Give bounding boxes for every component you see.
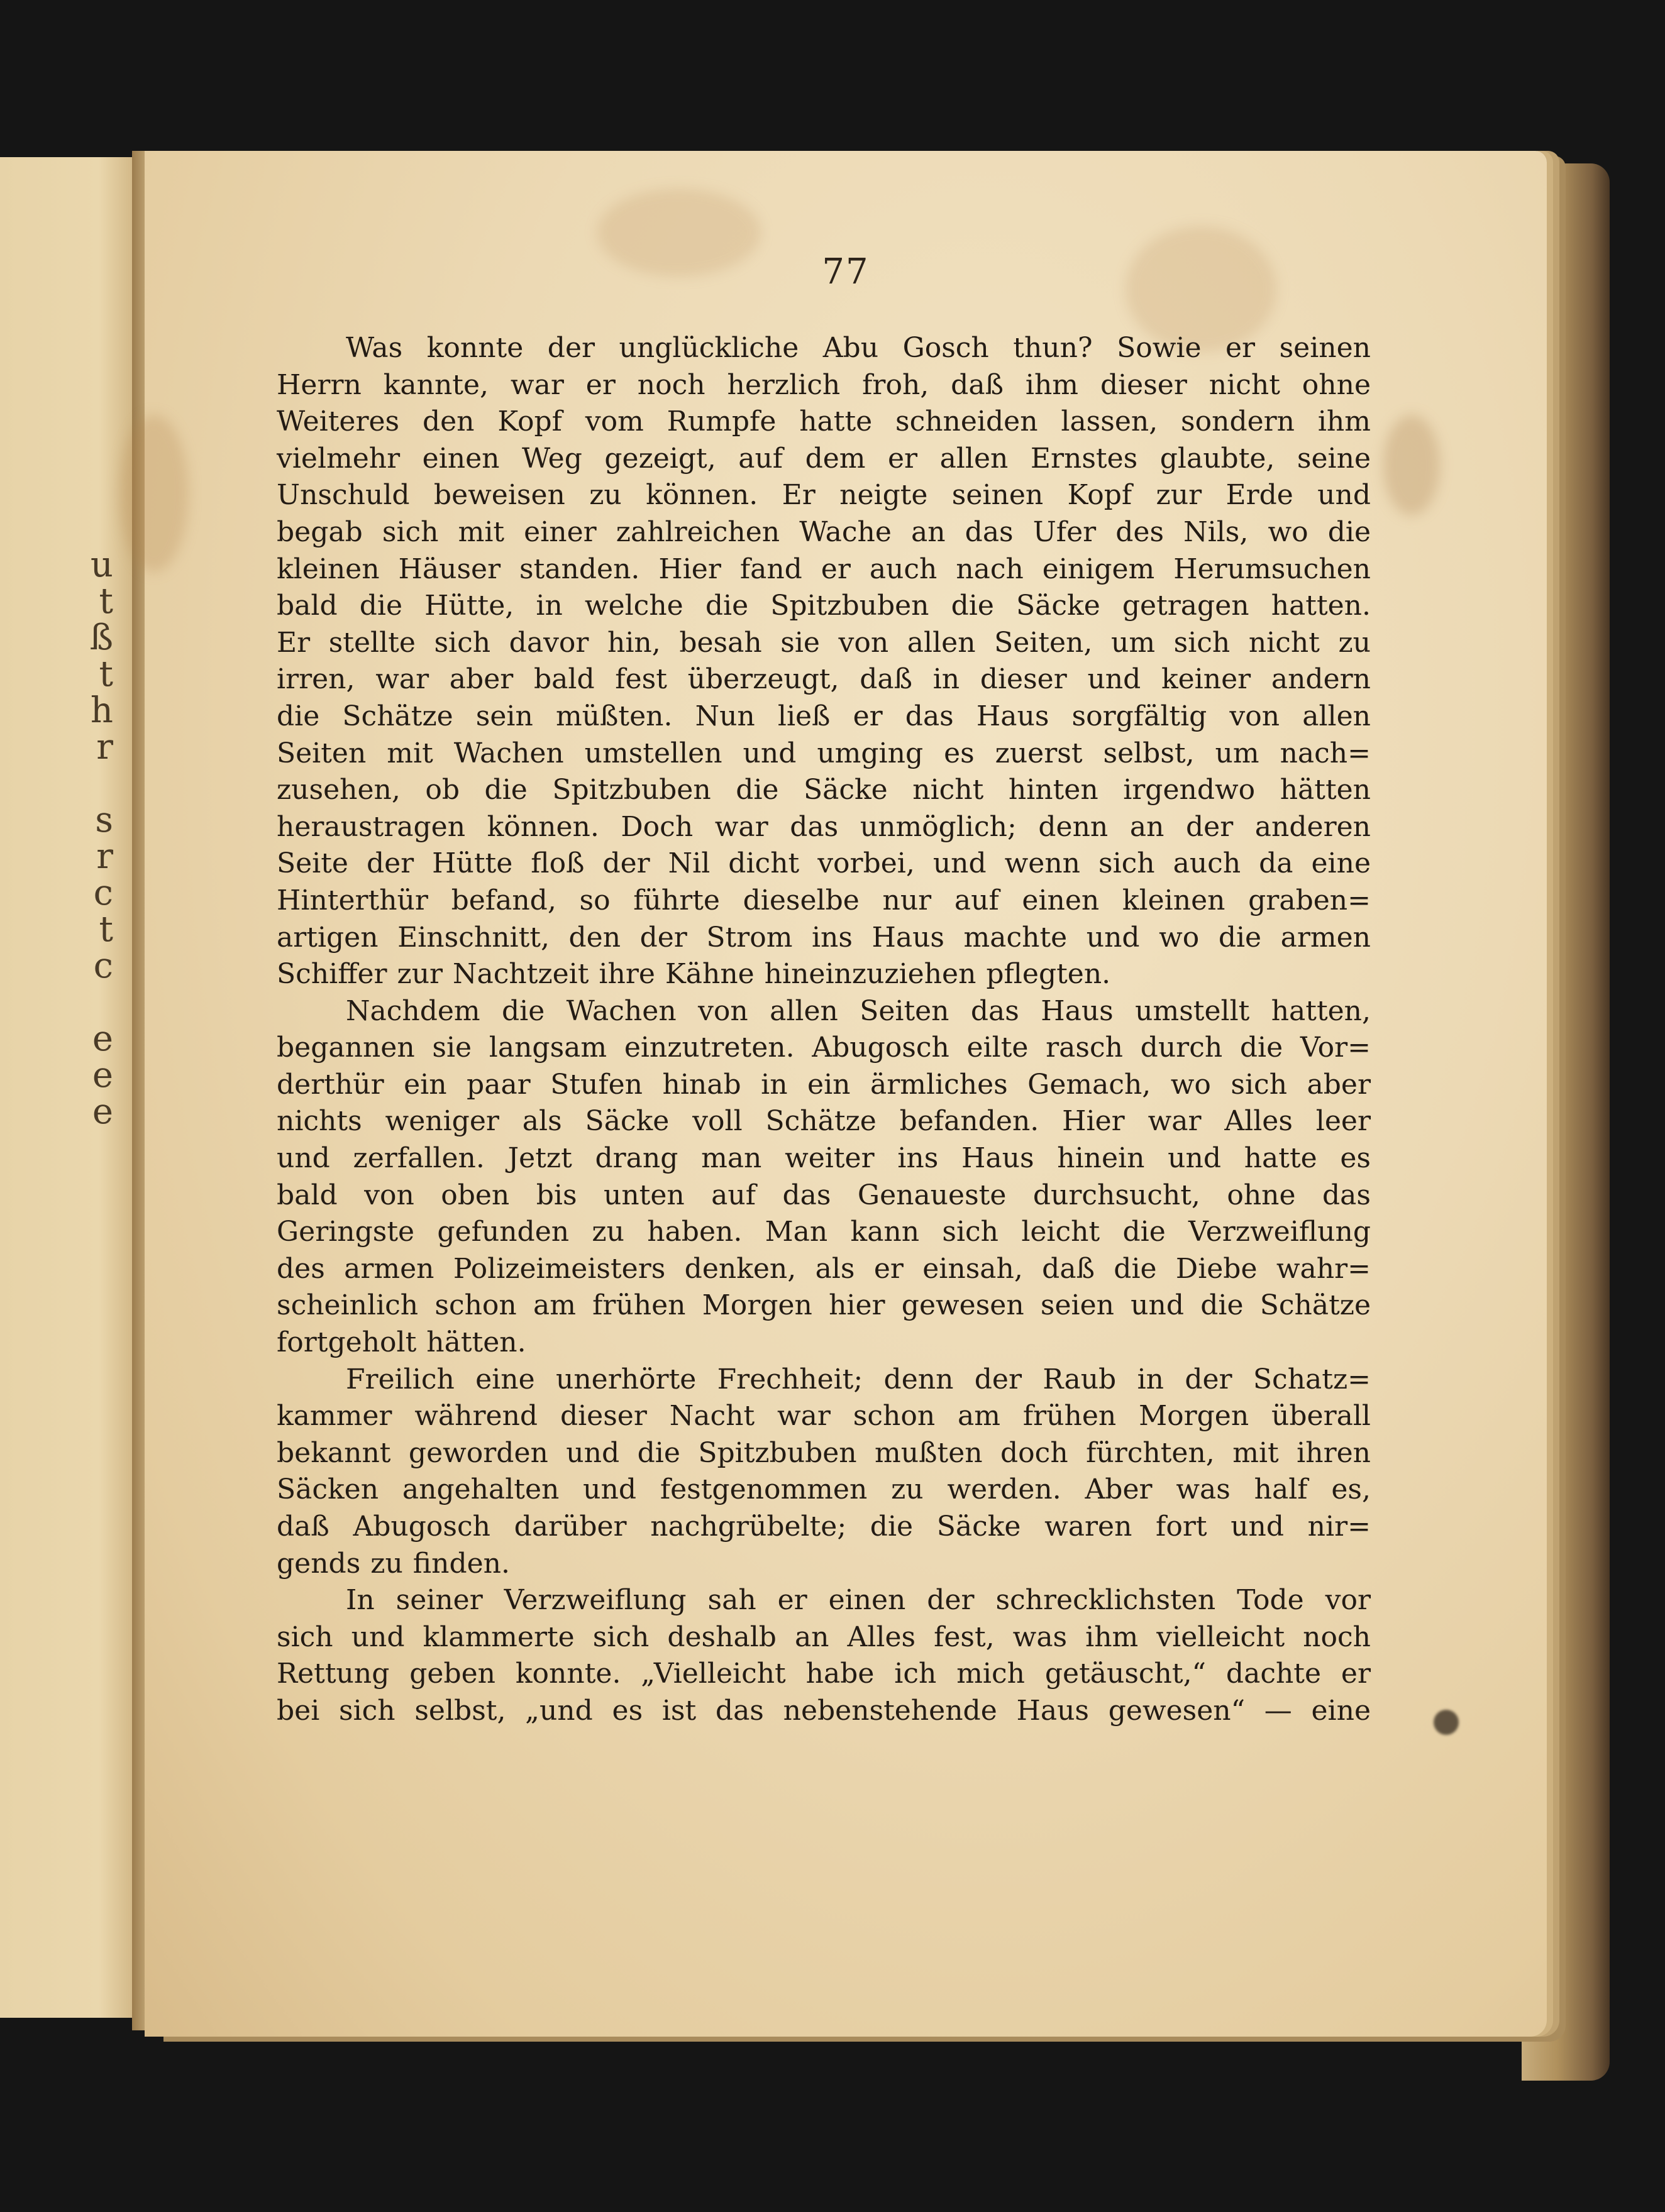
left-page-fragment: t <box>99 581 113 622</box>
text-line: gends zu finden. <box>277 1547 510 1580</box>
stain <box>1383 415 1440 515</box>
text-line: daß Abugosch darüber nachgrübelte; die Säcke waren fort und nir= <box>277 1510 1371 1543</box>
left-page-fragment: e <box>92 1018 113 1059</box>
text-line: zusehen, ob die Spitzbuben die Säcke nicht hinten irgendwo hätten <box>277 774 1371 806</box>
left-page-fragment <box>0 766 113 802</box>
left-page-text-fragments <box>0 544 113 1132</box>
left-page-fragment <box>0 984 113 1021</box>
left-page-fragment: t <box>99 909 113 950</box>
left-page-fragment: e <box>92 1055 113 1096</box>
text-line: Geringste gefunden zu haben. Man kann sich leicht die Verzweiflung <box>277 1216 1371 1248</box>
page-number: 77 <box>822 251 870 292</box>
text-line: Er stellte sich davor hin, besah sie von allen Seiten, um sich nicht zu <box>277 626 1371 659</box>
text-line: Was konnte der unglückliche Abu Gosch thun? Sowie er seinen <box>346 332 1371 364</box>
text-line: Schiffer zur Nachtzeit ihre Kähne hineinzuziehen pflegten. <box>277 958 1111 991</box>
text-line: sich und klammerte sich deshalb an Alles fest, was ihm vielleicht noch <box>277 1620 1371 1653</box>
left-page-fragment: e <box>92 1091 113 1132</box>
left-page-fragment: s <box>95 800 113 840</box>
left-page-fragment: r <box>96 727 113 768</box>
text-line: Seite der Hütte floß der Nil dicht vorbei, und wenn sich auch da eine <box>277 847 1371 880</box>
text-line: nichts weniger als Säcke voll Schätze befanden. Hier war Alles leer <box>277 1105 1371 1138</box>
text-line: heraustragen können. Doch war das unmöglich; denn an der anderen <box>277 810 1371 843</box>
text-line: derthür ein paar Stufen hinab in ein ärmliches Gemach, wo sich aber <box>277 1068 1371 1101</box>
text-line: Freilich eine unerhörte Frechheit; denn der Raub in der Schatz= <box>346 1363 1371 1395</box>
text-line: bekannt geworden und die Spitzbuben mußten doch fürchten, mit ihren <box>277 1436 1371 1469</box>
left-page-fragment: ß <box>89 617 113 658</box>
text-line: kleinen Häuser standen. Hier fand er auch nach einigem Herumsuchen <box>277 553 1371 585</box>
text-line: kammer während dieser Nacht war schon am frühen Morgen überall <box>277 1400 1371 1433</box>
left-page <box>0 157 145 2018</box>
left-page-fragment: h <box>90 690 113 731</box>
text-line: und zerfallen. Jetzt drang man weiter ins Haus hinein und hatte es <box>277 1142 1371 1175</box>
text-line: In seiner Verzweiflung sah er einen der schrecklichsten Tode vor <box>346 1584 1371 1617</box>
text-line: des armen Polizeimeisters denken, als er einsah, daß die Diebe wahr= <box>277 1252 1371 1285</box>
left-page-fragment: u <box>90 544 113 585</box>
stain <box>119 415 189 572</box>
text-line: begannen sie langsam einzutreten. Abugosch eilte rasch durch die Vor= <box>277 1032 1371 1064</box>
text-line: Herrn kannte, war er noch herzlich froh, daß ihm dieser nicht ohne <box>277 368 1371 401</box>
text-line: Rettung geben konnte. „Vielleicht habe ich mich getäuscht,“ dachte er <box>277 1658 1371 1690</box>
text-line: begab sich mit einer zahlreichen Wache an das Ufer des Nils, wo die <box>277 515 1371 548</box>
text-line: bald die Hütte, in welche die Spitzbuben die Säcke getragen hatten. <box>277 590 1371 622</box>
text-line: Hinterthür befand, so führte dieselbe nur auf einen kleinen graben= <box>277 884 1371 916</box>
text-line: bald von oben bis unten auf das Genaueste durchsucht, ohne das <box>277 1179 1371 1211</box>
text-line: fortgeholt hätten. <box>277 1326 526 1359</box>
left-page-fragment: t <box>99 654 113 695</box>
text-line: bei sich selbst, „und es ist das nebenstehende Haus gewesen“ — eine <box>277 1694 1371 1727</box>
left-page-fragment: r <box>96 836 113 877</box>
left-page-fragment: c <box>93 872 113 913</box>
body-text <box>277 330 1371 1730</box>
text-line: Seiten mit Wachen umstellen und umging es zuerst selbst, um nach= <box>277 737 1371 769</box>
text-line: artigen Einschnitt, den der Strom ins Haus machte und wo die armen <box>277 921 1371 954</box>
right-page <box>145 151 1547 2037</box>
text-line: irren, war aber bald fest überzeugt, daß in dieser und keiner andern <box>277 663 1371 696</box>
text-line: scheinlich schon am frühen Morgen hier gewesen seien und die Schätze <box>277 1289 1371 1322</box>
left-page-fragment: c <box>93 945 113 986</box>
text-line: Säcken angehalten und festgenommen zu werden. Aber was half es, <box>277 1473 1371 1506</box>
text-line: vielmehr einen Weg gezeigt, auf dem er allen Ernstes glaubte, seine <box>277 442 1371 475</box>
text-line: Unschuld beweisen zu können. Er neigte seinen Kopf zur Erde und <box>277 479 1371 512</box>
stain <box>1434 1710 1459 1735</box>
text-line: die Schätze sein müßten. Nun ließ er das Haus sorgfältig von allen <box>277 700 1371 732</box>
text-line: Weiteres den Kopf vom Rumpfe hatte schneiden lassen, sondern ihm <box>277 405 1371 438</box>
text-line: Nachdem die Wachen von allen Seiten das Haus umstellt hatten, <box>346 994 1371 1027</box>
